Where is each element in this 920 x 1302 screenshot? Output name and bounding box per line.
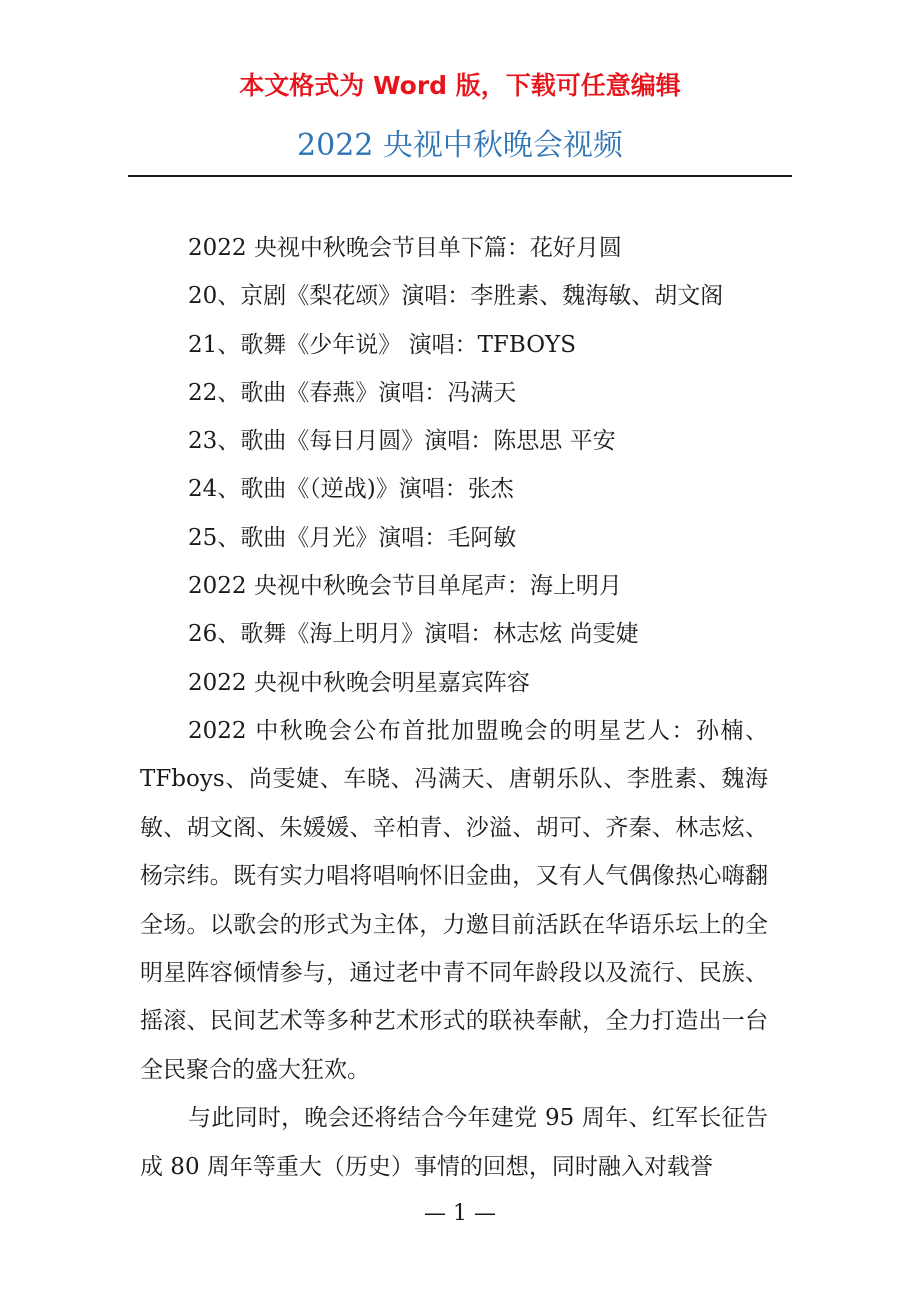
body-paragraph: 2022 中秋晚会公布首批加盟晚会的明星艺人：孙楠、TFboys、尚雯婕、车晓、冯满天、唐朝乐队、李胜素、魏海敏、胡文阁、朱媛媛、辛柏青、沙溢、胡可、齐秦、林志炫、杨宗纬。既有实力唱将唱响怀旧金曲，又有人气偶像热心嗨翻全场。以歌会的形式为主体，力邀目前活跃在华语乐坛上的全明星阵容倾情参与，通过老中青不同年龄段以及流行、民族、摇滚、民间艺术等多种艺术形式的联袂奉献，全力打造出一台全民聚合的盛大狂欢。 [140, 717, 768, 1083]
document-title: 2022 央视中秋晚会视频 [297, 128, 623, 163]
program-item: 23、歌曲《每日月圆》演唱：陈思思 平安 [188, 428, 616, 455]
body-paragraph: 与此同时，晚会还将结合今年建党 95 周年、红军长征告成 80 周年等重大（历史）事情的回想，同时融入对载誉 [140, 1105, 768, 1180]
program-list-heading: 2022 央视中秋晚会节目单下篇：花好月圆 [188, 235, 622, 261]
program-item: 24、歌曲《（逆战)》演唱：张杰 [188, 476, 514, 503]
program-item: 26、歌舞《海上明月》演唱：林志炫 尚雯婕 [188, 621, 639, 648]
program-item: 21、歌舞《少年说》 演唱：TFBOYS [188, 331, 577, 358]
program-item: 22、歌曲《春燕》演唱：冯满天 [188, 379, 517, 406]
document-body [140, 224, 768, 1191]
program-list-heading: 2022 央视中秋晚会节目单尾声：海上明月 [188, 573, 622, 600]
program-item: 20、京剧《梨花颂》演唱：李胜素、魏海敏、胡文阁 [188, 283, 724, 310]
section-heading: 2022 央视中秋晚会明星嘉宾阵容 [188, 669, 530, 696]
page-number: — 1 — [424, 1201, 496, 1226]
program-item: 25、歌曲《月光》演唱：毛阿敏 [188, 524, 517, 551]
header-divider [128, 175, 792, 177]
format-notice: 本文格式为 Word 版，下载可任意编辑 [239, 71, 681, 100]
